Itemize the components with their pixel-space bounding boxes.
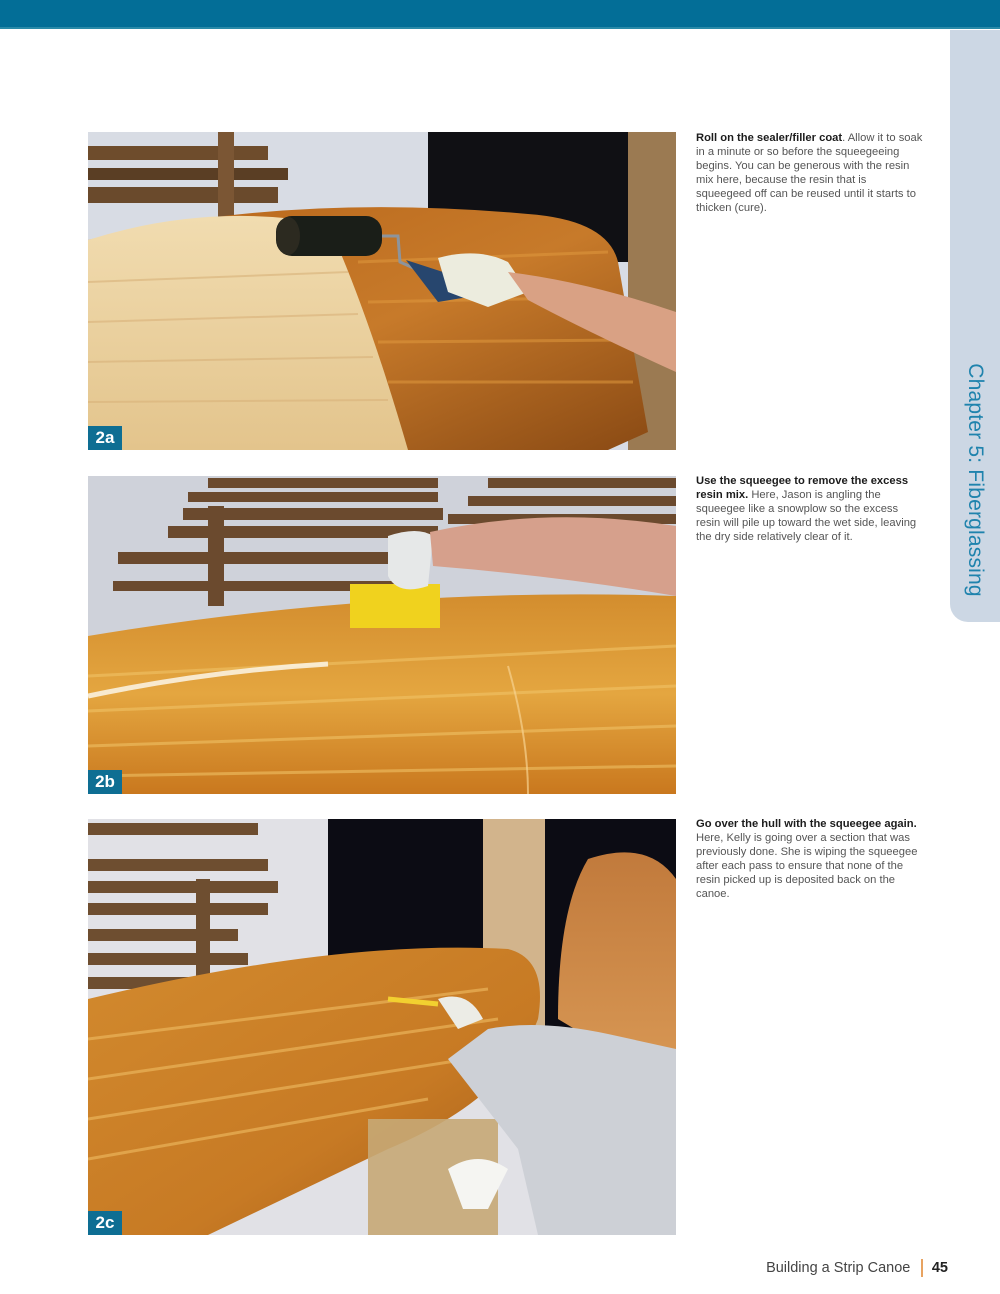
- figure-2c-caption: [696, 818, 924, 901]
- figure-badge: 2c: [88, 1211, 122, 1235]
- figure-2a-caption: [696, 132, 924, 215]
- page-number: 45: [931, 1260, 948, 1276]
- figure-badge: 2a: [88, 426, 122, 450]
- figure-badge: 2b: [88, 770, 122, 794]
- photo-second-squeegee-pass-image: [88, 819, 676, 1235]
- photo-squeegee-image: [88, 476, 676, 794]
- caption-body: . Allow it to soak in a minute or so before the squeegeeing begins. You can be generous with the resin mix here, because the resin that is squeegeed off can be reused until it starts to thicken (cure).: [696, 132, 923, 214]
- caption-body: Here, Kelly is going over a section that was previously done. She is wiping the squeegee after each pass to ensure that none of the resin picked up is deposited back on the canoe.: [696, 831, 918, 900]
- caption-heading: Roll on the sealer/filler coat: [696, 132, 843, 144]
- chapter-tab-label: Chapter 5: Fiberglassing: [964, 363, 987, 597]
- header-bar: [0, 0, 1000, 27]
- page-footer: [766, 1259, 948, 1277]
- caption-heading: Use the squeegee to remove the excess resin mix.: [696, 475, 909, 501]
- caption-heading: Go over the hull with the squeegee again.: [696, 818, 917, 830]
- figure-2a-photo: [88, 132, 676, 450]
- figure-2c-photo: [88, 819, 676, 1235]
- footer-book-title: Building a Strip Canoe: [766, 1260, 911, 1276]
- figure-2b-photo: [88, 476, 676, 794]
- figure-2b-caption: [696, 475, 924, 545]
- header-rule: [0, 27, 1000, 29]
- footer-separator: [921, 1259, 923, 1277]
- photo-roller-resin-image: [88, 132, 676, 450]
- caption-body: Here, Jason is angling the squeegee like a snowplow so the excess resin will pile up toward the wet side, leaving the dry side relatively clear of it.: [696, 488, 917, 543]
